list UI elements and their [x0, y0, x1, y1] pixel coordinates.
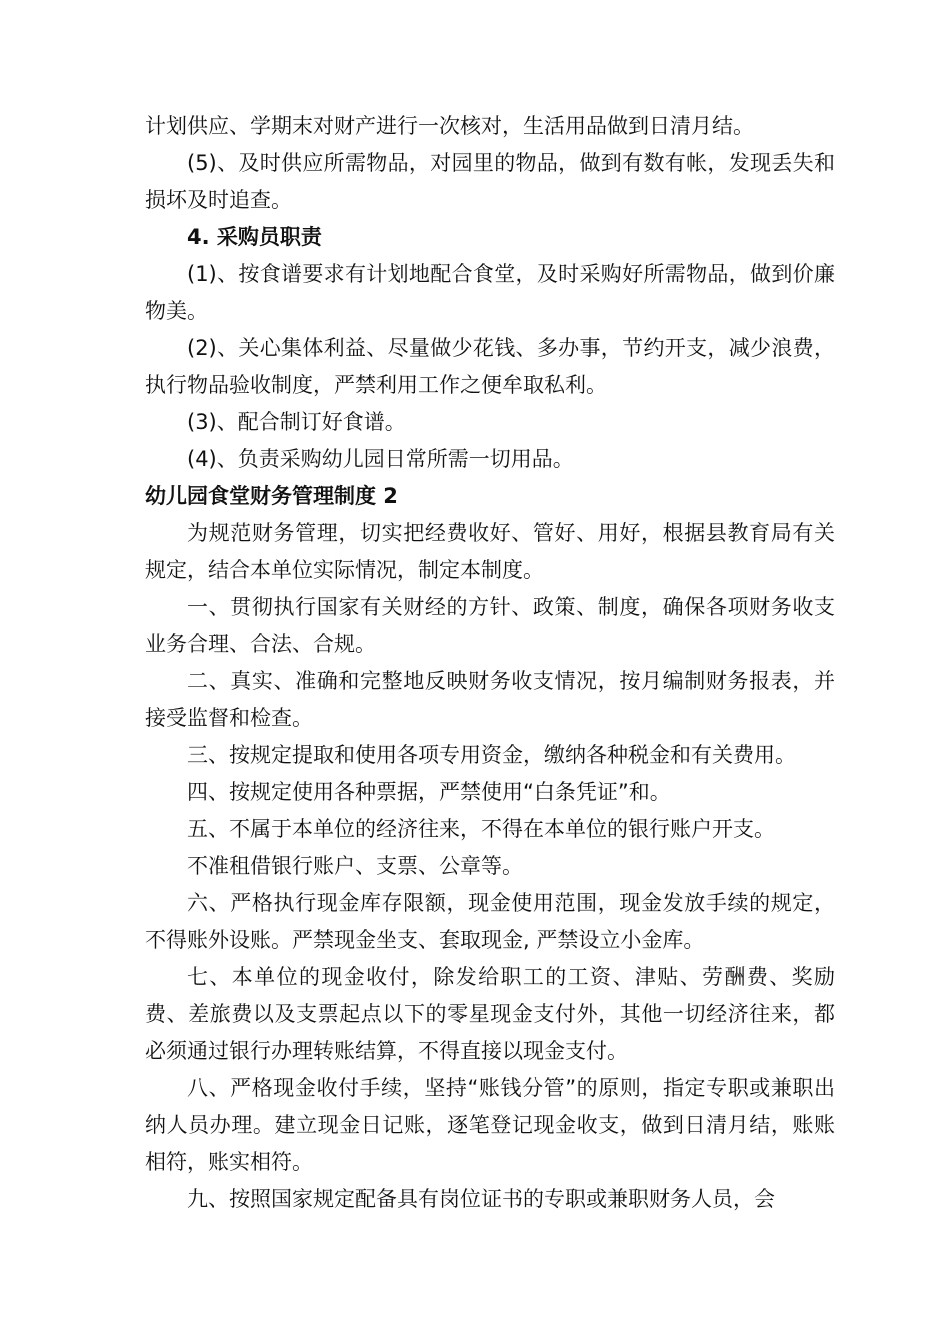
paragraph-rule-1: 一、贯彻执行国家有关财经的方针、政策、制度，确保各项财务收支业务合理、合法、合规。 [145, 595, 835, 656]
paragraph-item-1: (1)、按食谱要求有计划地配合食堂，及时采购好所需物品，做到价廉物美。 [145, 262, 835, 323]
paragraph-rule-9: 九、按照国家规定配备具有岗位证书的专职或兼职财务人员，会 [187, 1187, 775, 1211]
paragraph-rule-6: 六、严格执行现金库存限额，现金使用范围，现金发放手续的规定，不得账外设账。严禁现金坐支、套取现金, 严禁设立小金库。 [145, 891, 835, 952]
paragraph-rule-5: 五、不属于本单位的经济往来，不得在本单位的银行账户开支。 [187, 817, 775, 841]
section-heading-purchaser-duties: 4. 采购员职责 [187, 225, 322, 249]
paragraph-rule-2: 二、真实、准确和完整地反映财务收支情况，按月编制财务报表，并接受监督和检查。 [145, 669, 835, 730]
paragraph-item-4: (4)、负责采购幼儿园日常所需一切用品。 [187, 447, 574, 471]
paragraph-rule-5-cont: 不准租借银行账户、支票、公章等。 [187, 854, 523, 878]
document-section-title: 幼儿园食堂财务管理制度 2 [145, 484, 398, 508]
paragraph-item-2: (2)、关心集体利益、尽量做少花钱、多办事，节约开支，减少浪费，执行物品验收制度，严禁利用工作之便牟取私利。 [145, 336, 835, 397]
paragraph-rule-4: 四、按规定使用各种票据，严禁使用“白条凭证”和。 [187, 780, 671, 804]
paragraph-item-3: (3)、配合制订好食谱。 [187, 410, 406, 434]
paragraph-intro: 为规范财务管理，切实把经费收好、管好、用好，根据县教育局有关规定，结合本单位实际情况，制定本制度。 [145, 521, 835, 582]
paragraph-item-5: (5)、及时供应所需物品，对园里的物品，做到有数有帐，发现丢失和损坏及时追查。 [145, 151, 835, 212]
paragraph-continuation: 计划供应、学期末对财产进行一次核对，生活用品做到日清月结。 [145, 114, 754, 138]
document-page [145, 108, 835, 1218]
paragraph-rule-7: 七、本单位的现金收付，除发给职工的工资、津贴、劳酬费、奖励费、差旅费以及支票起点以下的零星现金支付外，其他一切经济往来，都必须通过银行办理转账结算，不得直接以现金支付。 [145, 965, 835, 1063]
paragraph-rule-8: 八、严格现金收付手续，坚持“账钱分管”的原则，指定专职或兼职出纳人员办理。建立现金日记账，逐笔登记现金收支，做到日清月结，账账相符，账实相符。 [145, 1076, 835, 1174]
paragraph-rule-3: 三、按规定提取和使用各项专用资金，缴纳各种税金和有关费用。 [187, 743, 796, 767]
